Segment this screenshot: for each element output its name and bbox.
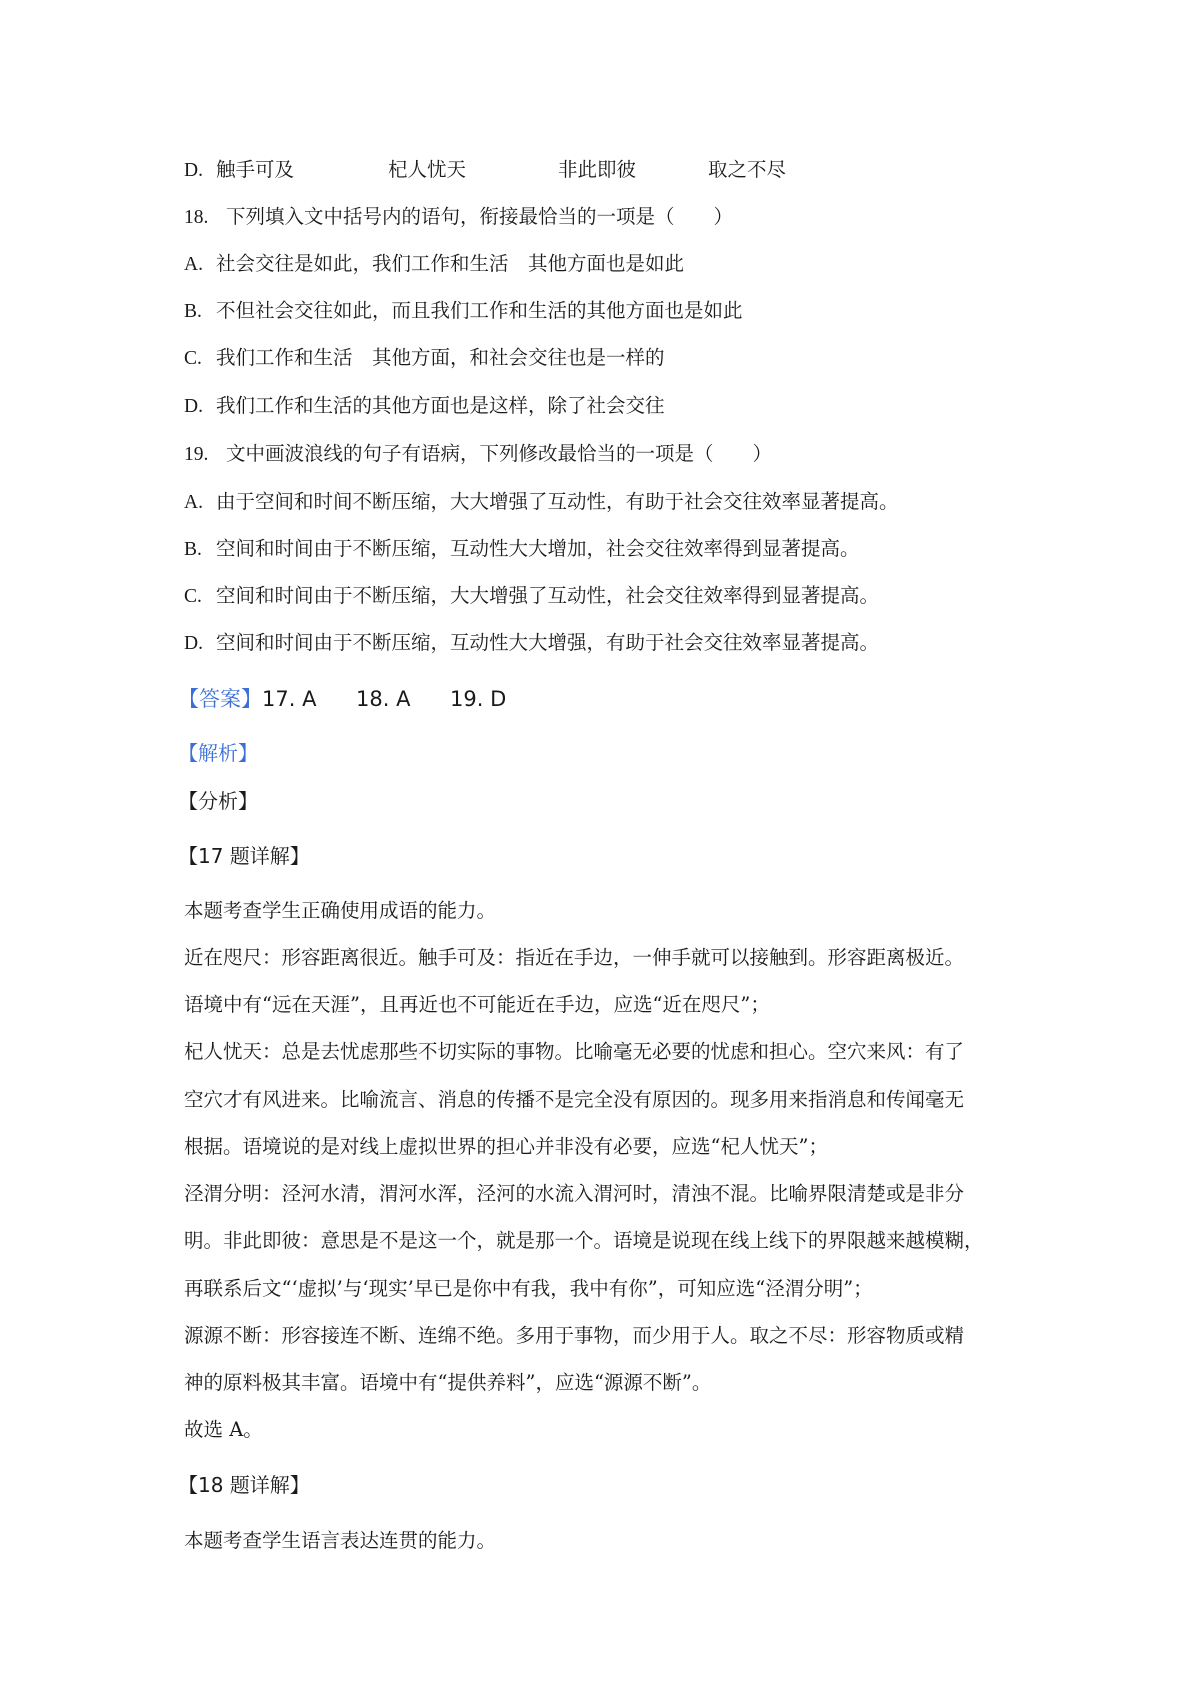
option-letter: D.: [184, 160, 203, 181]
question-number: 19.: [184, 444, 209, 465]
q19-stem: [184, 440, 772, 469]
answer-item: 17. A: [262, 687, 317, 711]
q18-option-b: [184, 297, 743, 326]
option-word: 非此即彼: [558, 158, 637, 181]
q19-option-a: [184, 488, 899, 517]
option-text: 社会交往是如此，我们工作和生活 其他方面也是如此: [216, 252, 685, 275]
option-letter: B.: [184, 301, 202, 322]
q19-option-d: [184, 629, 879, 658]
option-word: 触手可及: [216, 158, 295, 181]
q18-option-d: [184, 392, 665, 421]
detail17-line: 泾渭分明：泾河水清，渭河水浑，泾河的水流入渭河时，清浊不混。比喻界限清楚或是非分: [184, 1182, 965, 1205]
option-text: 空间和时间由于不断压缩，大大增强了互动性，社会交往效率得到显著提高。: [216, 584, 880, 607]
option-word: 取之不尽: [708, 158, 787, 181]
question-number: 18.: [184, 207, 209, 228]
detail18-line: 本题考查学生语言表达连贯的能力。: [184, 1529, 497, 1552]
option-letter: D.: [184, 633, 203, 654]
detail17-heading: 【17 题详解】: [178, 844, 310, 868]
question-text: 下列填入文中括号内的语句，衔接最恰当的一项是（ ）: [226, 205, 734, 228]
answer-tag: 【答案】: [178, 687, 262, 711]
detail17-line: 本题考查学生正确使用成语的能力。: [184, 899, 497, 922]
detail17-line: 近在咫尺：形容距离很近。触手可及：指近在手边，一伸手就可以接触到。形容距离极近。: [184, 946, 965, 969]
detail17-line: 故选 A。: [184, 1418, 263, 1441]
detail17-line: 源源不断：形容接连不断、连绵不绝。多用于事物，而少用于人。取之不尽：形容物质或精: [184, 1324, 965, 1347]
detail18-heading: 【18 题详解】: [178, 1473, 310, 1497]
option-letter: B.: [184, 539, 202, 560]
detail17-line: 空穴才有风进来。比喻流言、消息的传播不是完全没有原因的。现多用来指消息和传闻毫无: [184, 1088, 965, 1111]
option-letter: D.: [184, 396, 203, 417]
answer-item: 19. D: [450, 687, 507, 711]
option-text: 空间和时间由于不断压缩，互动性大大增强，有助于社会交往效率显著提高。: [216, 631, 880, 654]
detail17-line: 根据。语境说的是对线上虚拟世界的担心并非没有必要，应选“杞人忧天”；: [184, 1135, 828, 1158]
detail17-line: 再联系后文“‘虚拟’与‘现实’早已是你中有我，我中有你”，可知应选“泾渭分明”；: [184, 1277, 873, 1300]
option-text: 空间和时间由于不断压缩，互动性大大增加，社会交往效率得到显著提高。: [216, 537, 860, 560]
analysis-tag: 【解析】: [178, 741, 258, 765]
option-text: 我们工作和生活的其他方面也是这样，除了社会交往: [216, 394, 665, 417]
question-text: 文中画波浪线的句子有语病，下列修改最恰当的一项是（ ）: [226, 442, 773, 465]
q18-option-c: [184, 344, 665, 373]
option-letter: A.: [184, 254, 203, 275]
q18-stem: [184, 203, 733, 232]
option-letter: A.: [184, 492, 203, 513]
answer-line: [178, 685, 506, 713]
detail17-line: 神的原料极其丰富。语境中有“提供养料”，应选“源源不断”。: [184, 1371, 712, 1394]
q19-option-c: [184, 582, 879, 611]
option-letter: C.: [184, 348, 202, 369]
q19-option-b: [184, 535, 860, 564]
option-text: 我们工作和生活 其他方面，和社会交往也是一样的: [216, 346, 665, 369]
fenxi-tag: 【分析】: [178, 789, 258, 813]
option-word: 杞人忧天: [388, 158, 467, 181]
option-text: 不但社会交往如此，而且我们工作和生活的其他方面也是如此: [216, 299, 743, 322]
detail17-line: 杞人忧天：总是去忧虑那些不切实际的事物。比喻毫无必要的忧虑和担心。空穴来风：有了: [184, 1040, 965, 1063]
detail17-line: 明。非此即彼：意思是不是这一个，就是那一个。语境是说现在线上线下的界限越来越模糊，: [184, 1229, 984, 1252]
q18-option-a: [184, 250, 684, 279]
answer-item: 18. A: [356, 687, 411, 711]
option-letter: C.: [184, 586, 202, 607]
q17-option-d: [184, 156, 786, 185]
detail17-line: 语境中有“远在天涯”，且再近也不可能近在手边，应选“近在咫尺”；: [184, 993, 770, 1016]
option-text: 由于空间和时间不断压缩，大大增强了互动性，有助于社会交往效率显著提高。: [216, 490, 899, 513]
